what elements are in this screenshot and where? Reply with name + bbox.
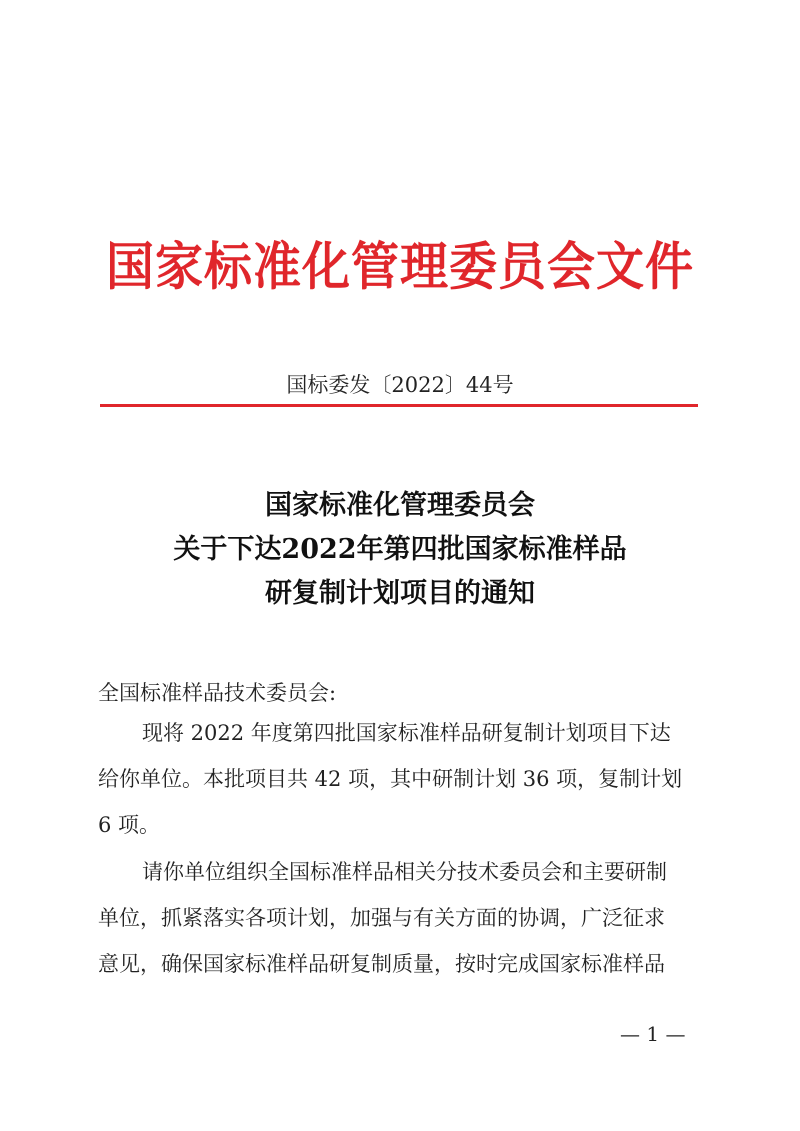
red-divider-line — [100, 404, 698, 407]
page-number: — 1 — — [620, 1022, 686, 1046]
document-number: 国标委发〔2022〕44号 — [286, 373, 514, 397]
addressee: 全国标准样品技术委员会: — [98, 681, 337, 705]
paragraph-1-line-3: 6 项。 — [98, 813, 161, 837]
paragraph-2-line-2: 单位，抓紧落实各项计划，加强与有关方面的协调，广泛征求 — [98, 906, 665, 930]
paragraph-2-line-1: 请你单位组织全国标准样品相关分技术委员会和主要研制 — [142, 860, 667, 884]
body-paragraph-2 — [98, 849, 702, 987]
title-line-1: 国家标准化管理委员会 — [265, 490, 535, 521]
paragraph-1-line-2: 给你单位。本批项目共 42 项，其中研制计划 36 项，复制计划 — [98, 767, 683, 791]
title-line-2: 关于下达2022年第四批国家标准样品 — [173, 534, 627, 565]
paragraph-2-line-3: 意见，确保国家标准样品研复制质量，按时完成国家标准样品 — [98, 952, 665, 976]
document-masthead: 国家标准化管理委员会文件 — [105, 237, 694, 298]
body-paragraph-1 — [98, 710, 702, 848]
title-line-3: 研复制计划项目的通知 — [265, 578, 535, 609]
notice-title — [0, 484, 800, 616]
paragraph-1-line-1: 现将 2022 年度第四批国家标准样品研复制计划项目下达 — [142, 721, 671, 745]
